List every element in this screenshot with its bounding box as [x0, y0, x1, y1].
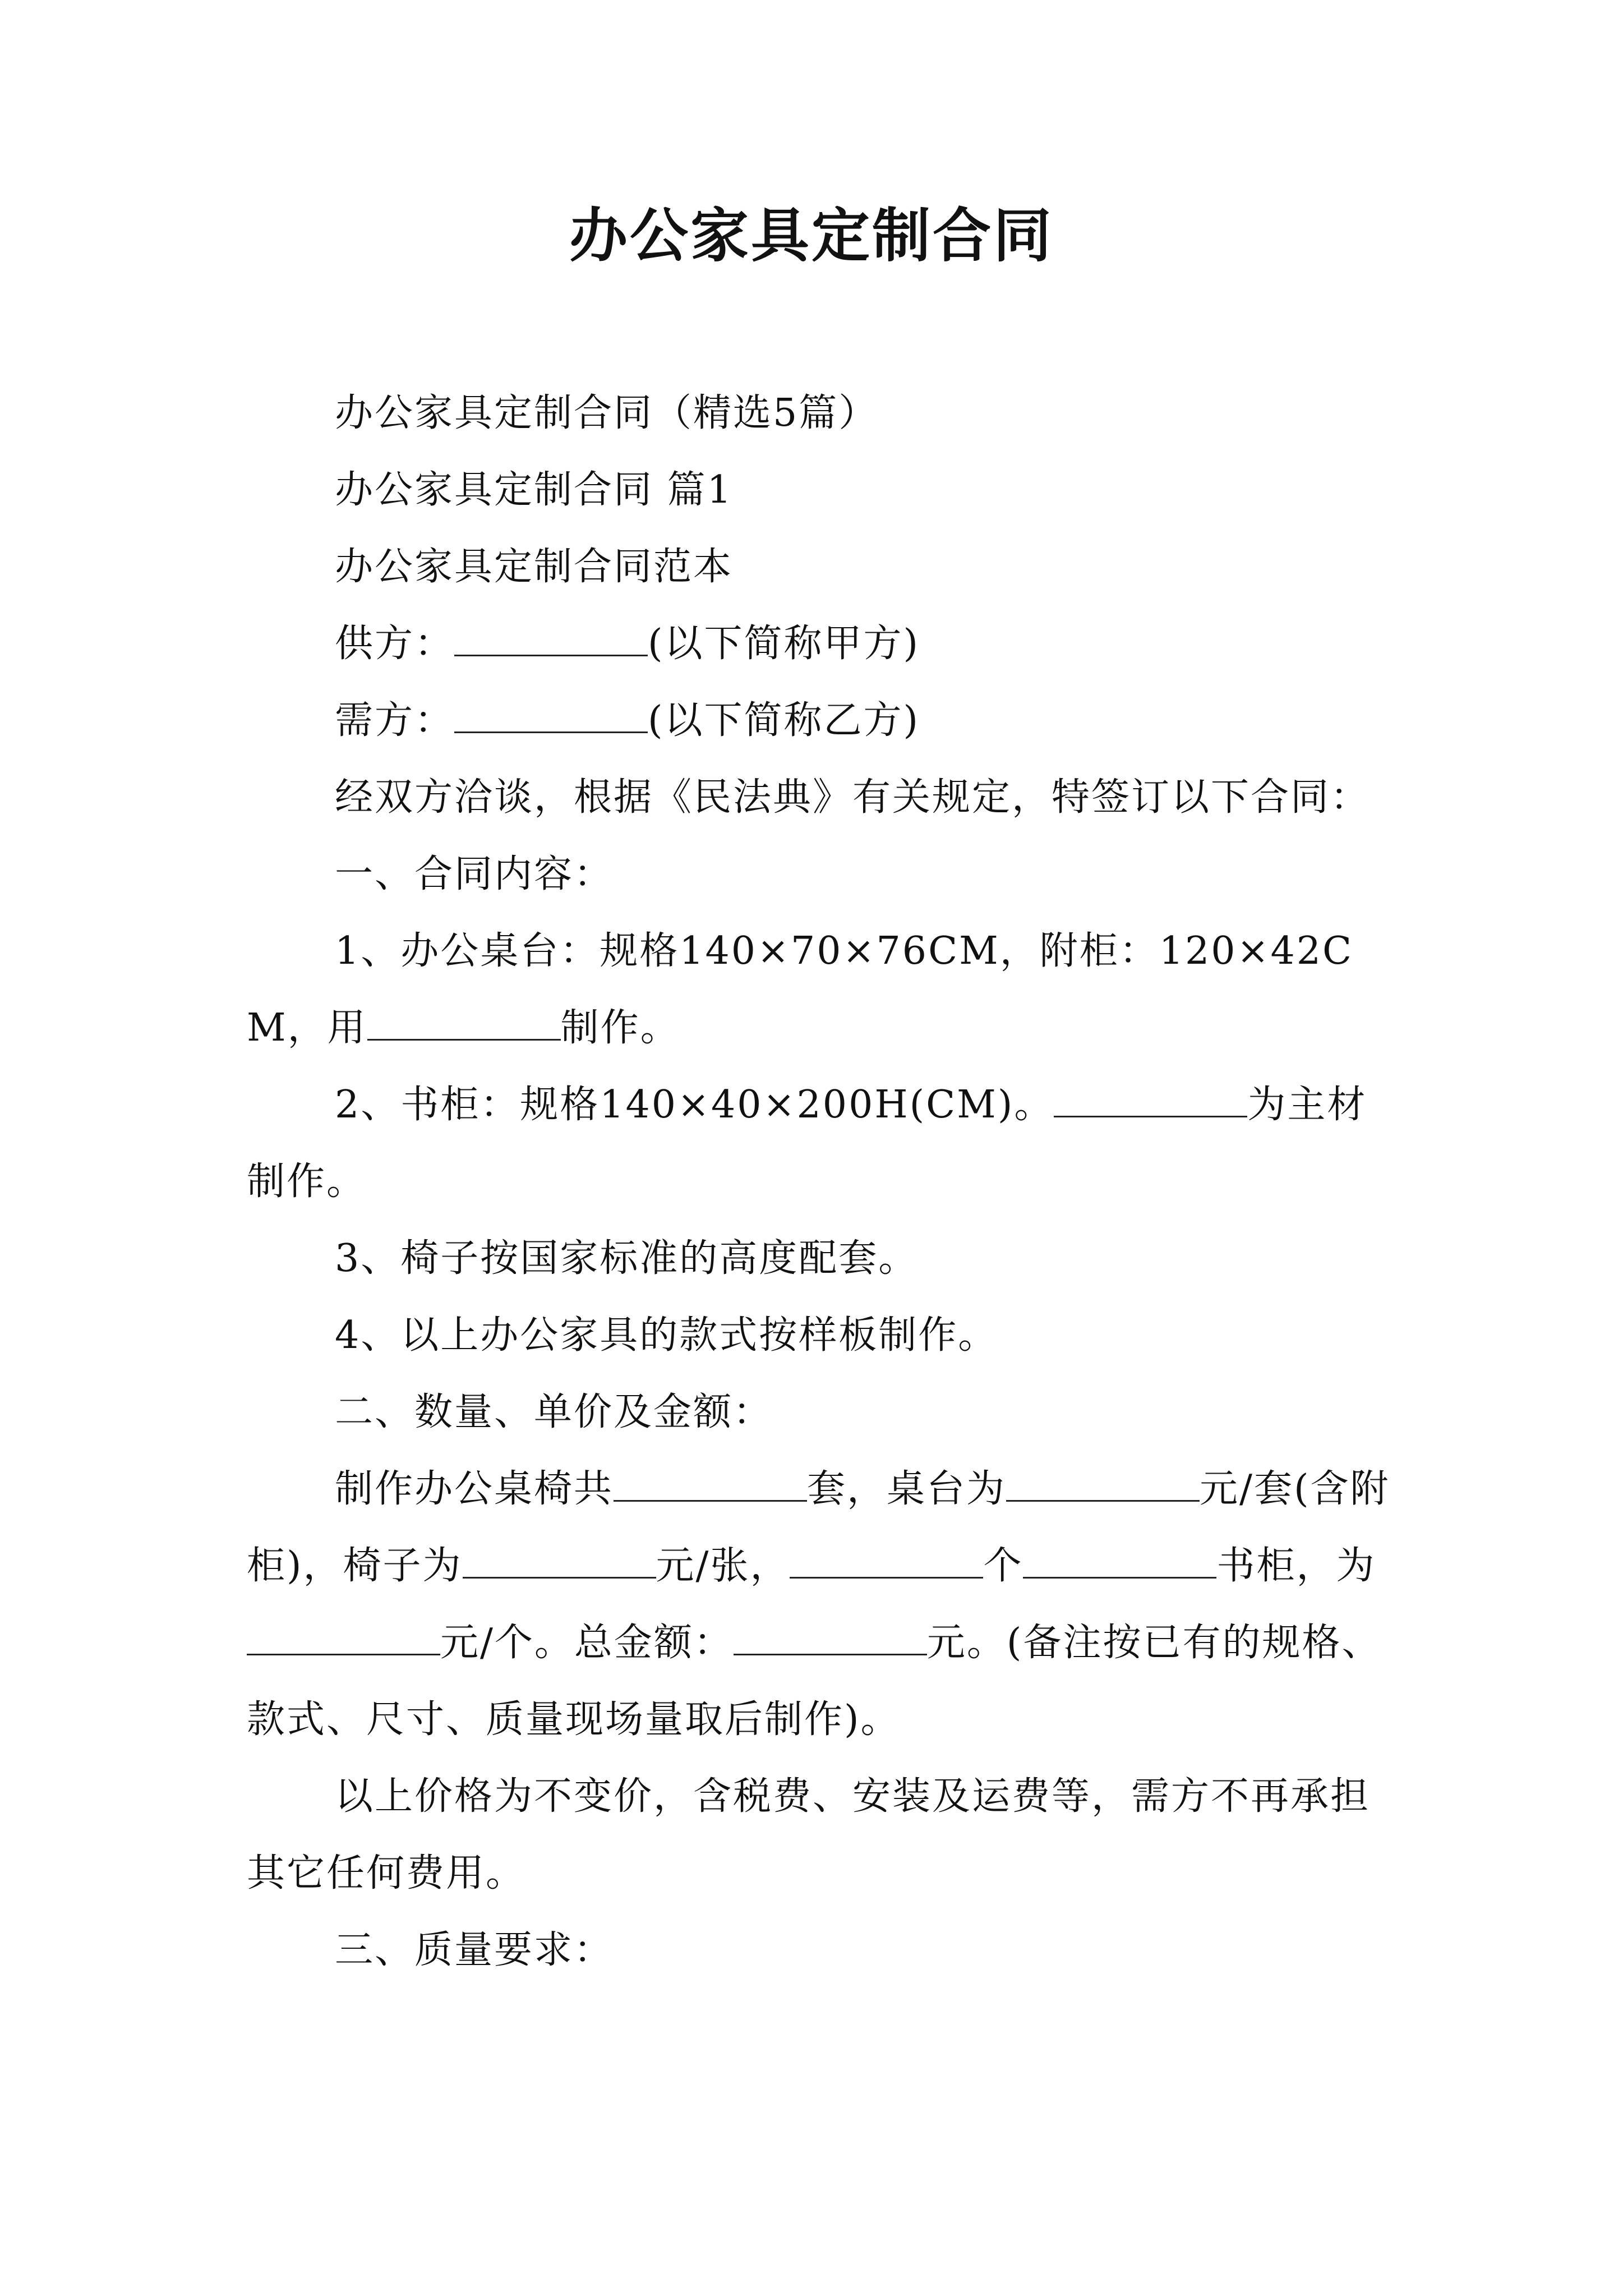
buyer-note: (以下简称乙方) — [648, 698, 920, 743]
chair-price-blank — [463, 1543, 656, 1579]
paragraph-item-bookcase — [247, 1066, 1391, 1220]
desk-price-blank — [1006, 1466, 1200, 1502]
bookcase-type-blank — [1023, 1543, 1216, 1579]
paragraph-preamble: 经双方洽谈，根据《民法典》有关规定，特签订以下合同： — [335, 775, 1371, 820]
section-heading-quantity: 二、数量、单价及金额： — [335, 1390, 773, 1434]
pricing-text-5: 个 — [983, 1544, 1023, 1588]
set-count-blank — [614, 1466, 807, 1502]
bookcase-price-blank — [247, 1620, 440, 1655]
document-title: 办公家具定制合同 — [569, 201, 1054, 270]
pricing-text-4: 元/张， — [656, 1544, 790, 1588]
section-heading-quality: 三、质量要求： — [335, 1928, 614, 1972]
paragraph-collection-title: 办公家具定制合同（精选5篇） — [335, 391, 879, 435]
bookcase-spec-end: 为主材制作。 — [247, 1083, 1367, 1204]
buyer-blank — [454, 698, 648, 733]
paragraph-chapter-heading: 办公家具定制合同 篇1 — [335, 468, 733, 512]
paragraph-price-note: 以上价格为不变价，含税费、安装及运费等，需方不再承担其它任何费用。 — [247, 1774, 1371, 1895]
pricing-text-8: 元。(备注按已有的规格、款式、尺寸、质量现场量取后制作)。 — [247, 1621, 1382, 1742]
desk-spec-end: 制作。 — [560, 1006, 680, 1050]
bookcase-spec: 2、书柜：规格140×40×200H(CM)。 — [335, 1083, 1054, 1127]
paragraph-pricing — [247, 1451, 1391, 1758]
supplier-label: 供方： — [335, 622, 455, 666]
document-body — [247, 375, 1391, 1989]
supplier-note: (以下简称甲方) — [648, 622, 920, 666]
bookcase-count-blank — [790, 1543, 983, 1579]
pricing-text-2: 套，桌台为 — [807, 1467, 1007, 1511]
paragraph-item-desk — [247, 913, 1391, 1066]
paragraph-buyer — [247, 682, 1391, 759]
pricing-text-7: 元/个。总金额： — [440, 1621, 734, 1665]
desk-material-blank — [367, 1005, 561, 1041]
buyer-label: 需方： — [335, 698, 455, 743]
section-heading-content: 一、合同内容： — [335, 852, 614, 896]
desk-spec: 1、办公桌台：规格140×70×76CM，附柜：120×42CM，用 — [247, 929, 1354, 1050]
pricing-text-3: 元/套(含附柜)，椅子为 — [247, 1467, 1390, 1588]
paragraph-item-style: 4、以上办公家具的款式按样板制作。 — [335, 1313, 998, 1358]
total-amount-blank — [734, 1620, 927, 1655]
bookcase-material-blank — [1054, 1082, 1247, 1117]
paragraph-supplier — [247, 605, 1391, 682]
supplier-blank — [454, 621, 648, 656]
pricing-text-1: 制作办公桌椅共 — [335, 1467, 614, 1511]
paragraph-template-title: 办公家具定制合同范本 — [335, 545, 734, 589]
pricing-text-6: 书柜，为 — [1216, 1544, 1376, 1588]
paragraph-item-chair: 3、椅子按国家标准的高度配套。 — [335, 1236, 919, 1281]
